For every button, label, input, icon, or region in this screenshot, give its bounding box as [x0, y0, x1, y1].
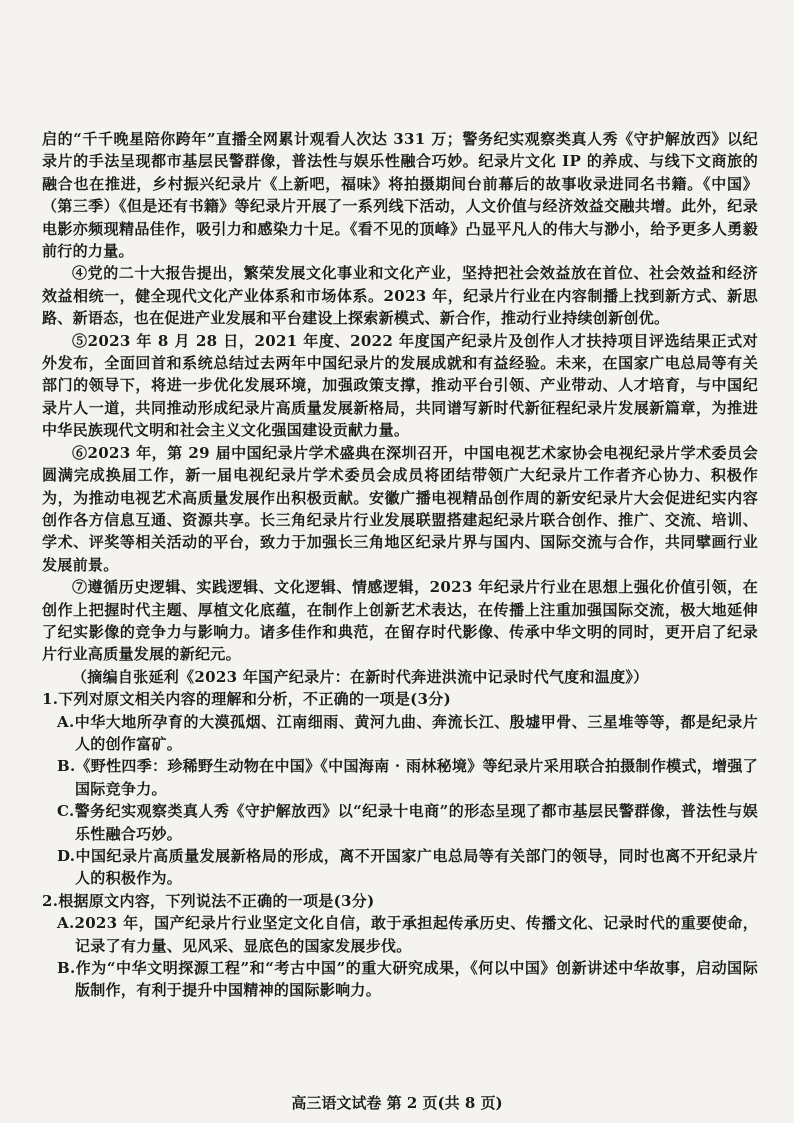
question-2-stem: 2.根据原文内容，下列说法不正确的一项是(3分) [42, 891, 375, 910]
question-2-option-a: A.2023 年，国产纪录片行业坚定文化自信，敢于承担起传承历史、传播文化、记录时代的重要使命，记录了有力量、见风采、显底色的国家发展步伐。 [57, 914, 758, 955]
question-1-option-a: A.中华大地所孕育的大漠孤烟、江南细雨、黄河九曲、奔流长江、殷墟甲骨、三星堆等等，都是纪录片人的创作富矿。 [57, 712, 758, 753]
question-1 [42, 688, 758, 890]
question-1-option-b: B.《野性四季：珍稀野生动物在中国》《中国海南 · 雨林秘境》等纪录片采用联合拍摄制作模式，增强了国际竞争力。 [57, 757, 758, 798]
passage-paragraph-4: ④党的二十大报告提出，繁荣发展文化事业和文化产业，坚持把社会效益放在首位、社会效益和经济效益相统一，健全现代文化产业体系和市场体系。2023 年，纪录片行业在内容制播上找到新方式、新思路、新语态，也在促进产业发展和平台建设上探索新模式、新合作，推动行业持续创新创优。 [42, 264, 758, 328]
passage-source: （摘编自张延利《2023 年国产纪录片：在新时代奔进洪流中记录时代气度和温度》） [72, 667, 649, 686]
passage-paragraph-6: ⑥2023 年，第 29 届中国纪录片学术盛典在深圳召开，中国电视艺术家协会电视纪录片学术委员会圆满完成换届工作，新一届电视纪录片学术委员会成员将团结带领广大纪录片工作者齐心协力、积极作为，为推动电视艺术高质量发展作出积极贡献。安徽广播电视精品创作周的新安纪录片大会促进纪实内容创作各方信息互通、资源共享。长三角纪录片行业发展联盟搭建起纪录片联合创作、推广、交流、培训、学术、评奖等相关活动的平台，致力于加强长三角地区纪录片界与国内、国际交流与合作，共同擘画行业发展前景。 [42, 443, 758, 574]
question-1-option-d: D.中国纪录片高质量发展新格局的形成，离不开国家广电总局等有关部门的领导，同时也离不开纪录片人的积极作为。 [57, 847, 758, 888]
passage-paragraph-5: ⑤2023 年 8 月 28 日，2021 年度、2022 年度国产纪录片及创作人才扶持项目评选结果正式对外发布，全面回首和系统总结过去两年中国纪录片的发展成就和有益经验。未来，在国家广电总局等有关部门的领导下，将进一步优化发展环境，加强政策支撑，推动平台引领、产业带动、人才培育，与中国纪录片人一道，共同推动形成纪录片高质量发展新格局，共同谱写新时代新征程纪录片发展新篇章，为推进中华民族现代文明和社会主义文化强国建设贡献力量。 [42, 331, 758, 440]
question-2-option-b: B.作为“中华文明探源工程”和“考古中国”的重大研究成果，《何以中国》创新讲述中华故事，启动国际版制作，有利于提升中国精神的国际影响力。 [57, 959, 758, 1000]
question-1-stem: 1.下列对原文相关内容的理解和分析，不正确的一项是(3分) [42, 690, 451, 709]
passage-paragraph-7: ⑦遵循历史逻辑、实践逻辑、文化逻辑、情感逻辑，2023 年纪录片行业在思想上强化价值引领，在创作上把握时代主题、厚植文化底蕴，在制作上创新艺术表达，在传播上注重加强国际交流，极大地延伸了纪实影像的竞争力与影响力。诸多佳作和典范，在留存时代影像、传承中华文明的同时，更开启了纪录片行业高质量发展的新纪元。 [42, 578, 758, 664]
question-1-option-c: C.警务纪实观察类真人秀《守护解放西》以“纪录十电商”的形态呈现了都市基层民警群像，普法性与娱乐性融合巧妙。 [57, 802, 758, 843]
question-2 [42, 890, 758, 1002]
page-footer: 高三语文试卷 第 2 页(共 8 页) [291, 1094, 503, 1112]
passage-paragraph-continued: 启的“千千晚星陪你跨年”直播全网累计观看人次达 331 万；警务纪实观察类真人秀《守护解放西》以纪录片的手法呈现都市基层民警群像，普法性与娱乐性融合巧妙。纪录片文化 IP 的养成、与线下文商旅的融合也在推进，乡村振兴纪录片《上新吧，福味》将拍摄期间台前幕后的故事收录进同名书籍。《中国》（第三季）《但是还有书籍》等纪录片开展了一系列线下活动，人文价值与经济效益交融共增。此外，纪录电影亦频现精品佳作，吸引力和感染力十足。《看不见的顶峰》凸显平凡人的伟大与渺小，给予更多人勇毅前行的力量。 [42, 130, 758, 261]
